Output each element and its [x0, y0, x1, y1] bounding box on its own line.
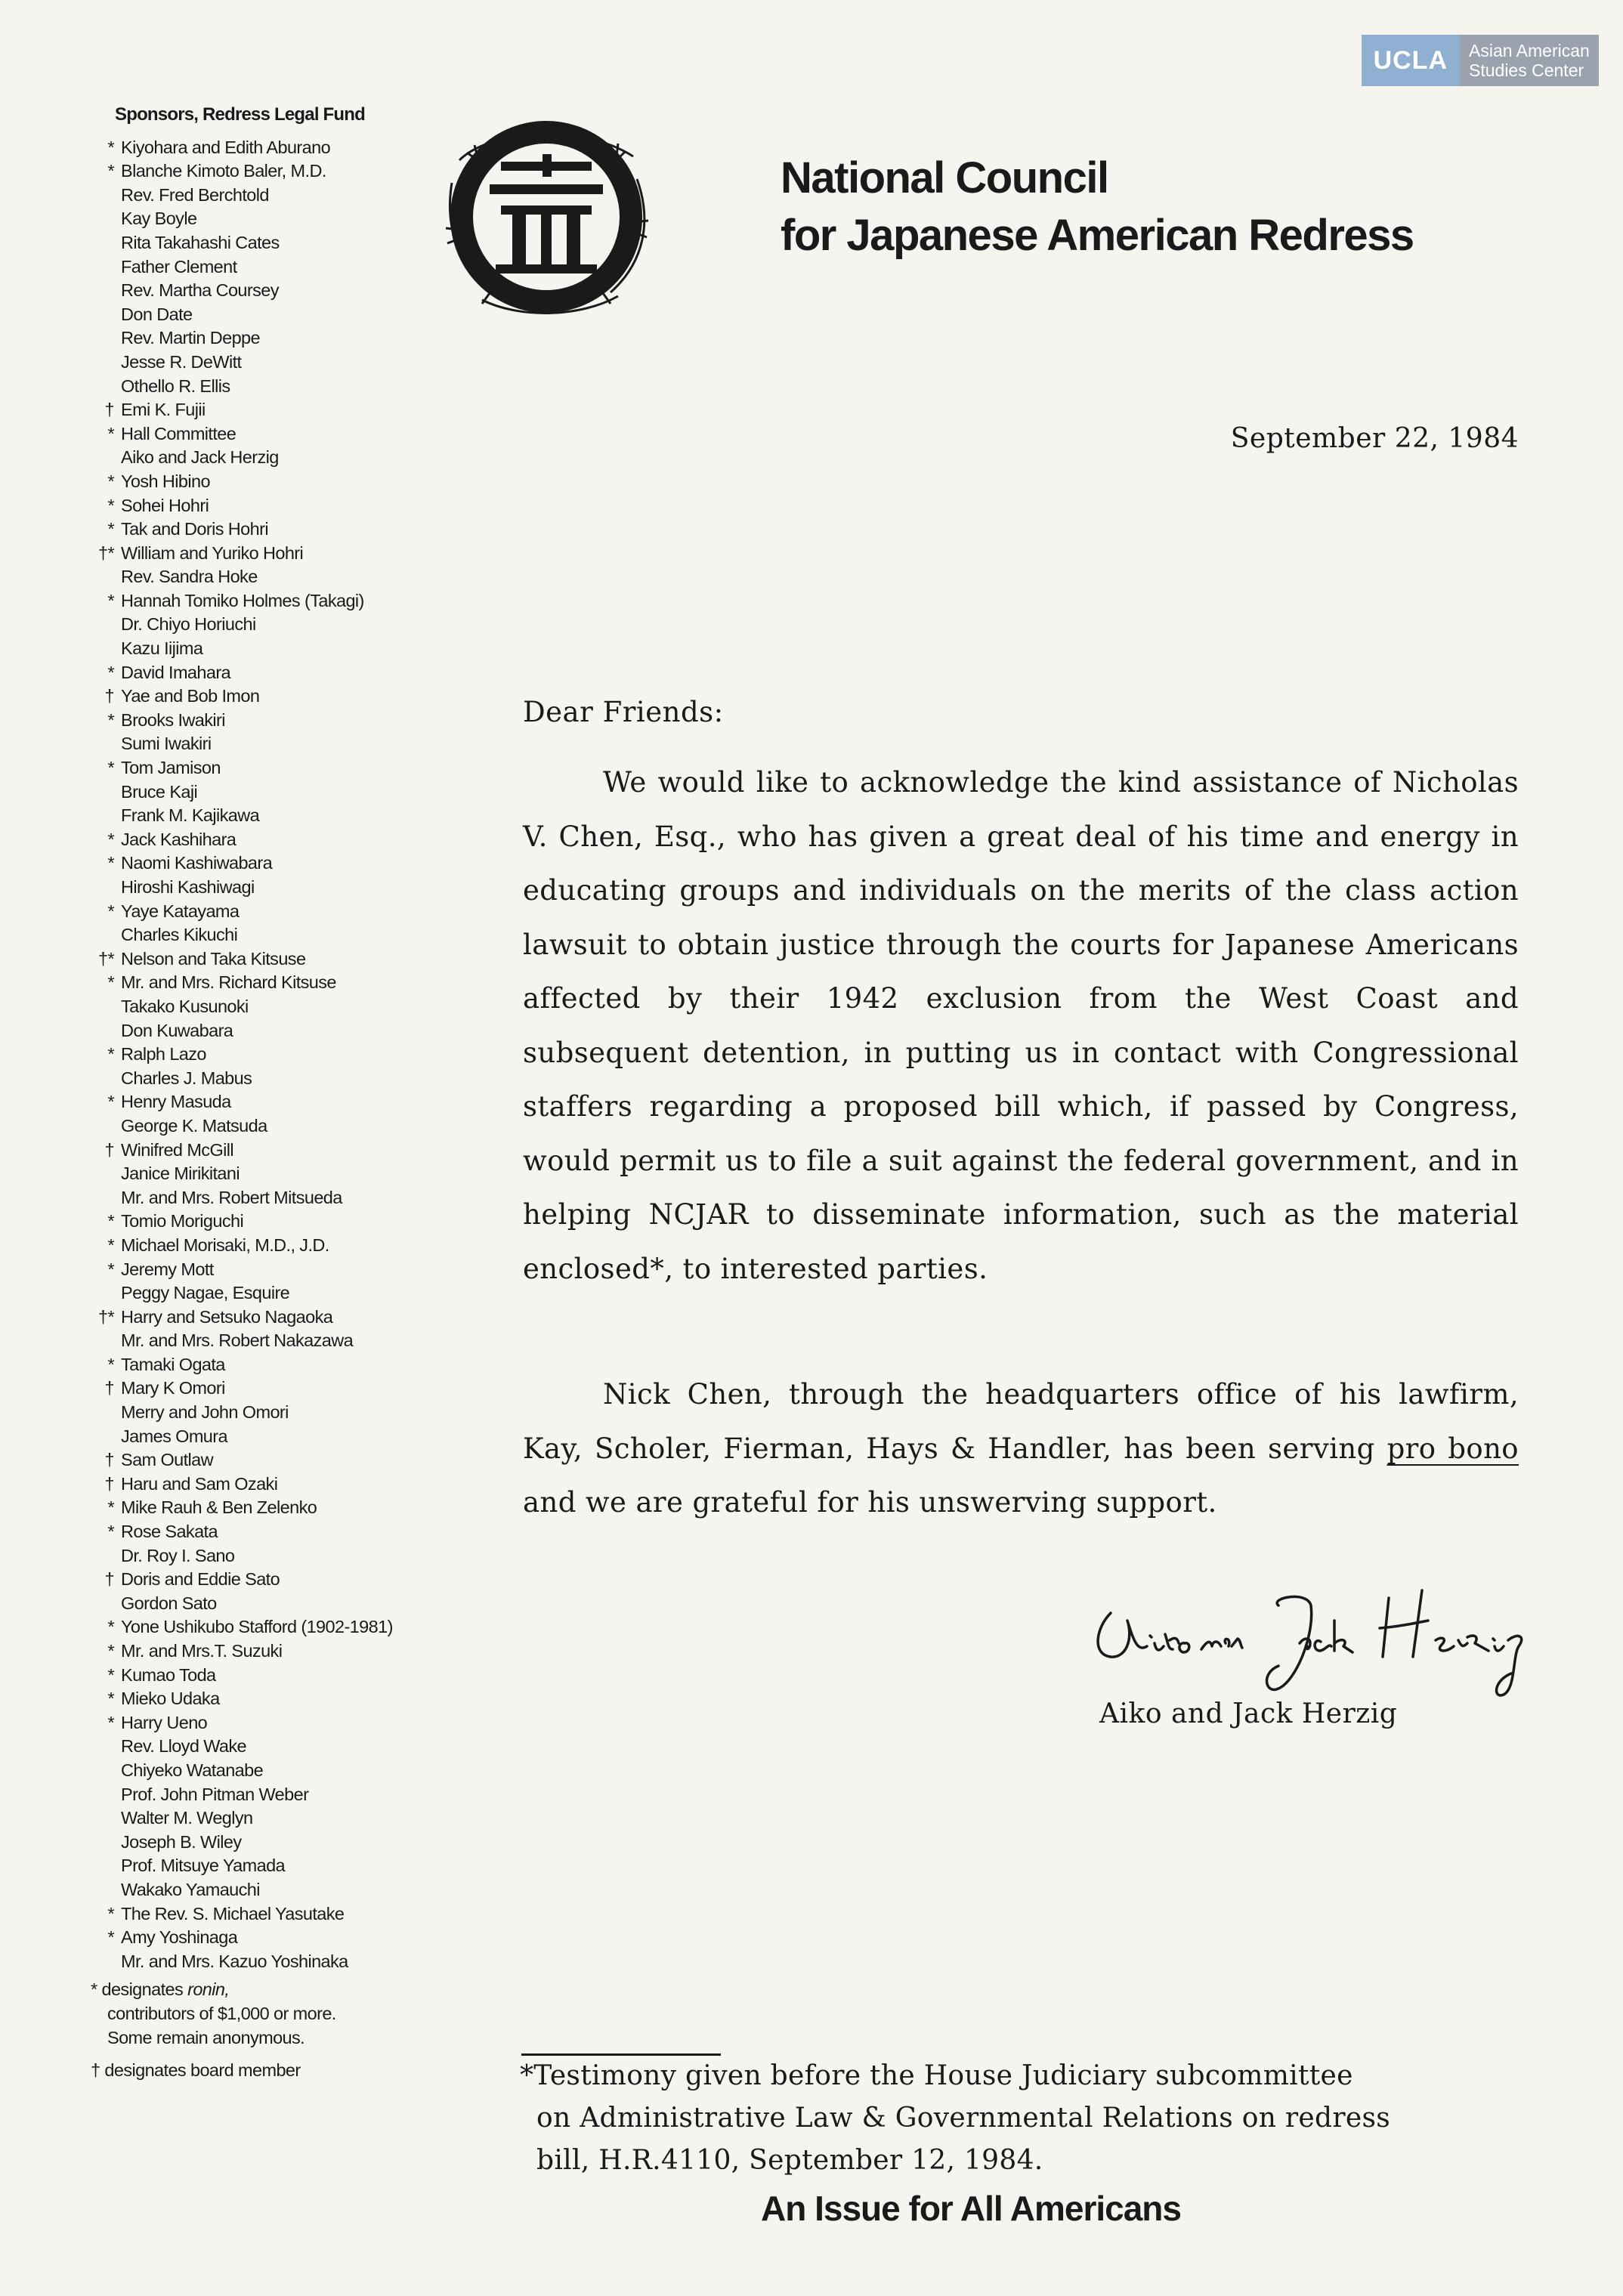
sponsor-row	[91, 1377, 423, 1401]
sponsor-mark: †*	[97, 1306, 114, 1327]
sponsor-row	[91, 1735, 423, 1759]
sponsor-mark: *	[107, 1927, 114, 1948]
sponsor-mark: *	[107, 590, 114, 610]
sponsor-name: Rev. Lloyd Wake	[121, 1736, 247, 1757]
sponsor-row	[91, 995, 423, 1019]
sponsor-row	[91, 1067, 423, 1091]
footnote-line1: *Testimony given before the House Judiciary subcommittee	[520, 2060, 1353, 2091]
sponsor-row	[91, 947, 423, 972]
sponsor-name: Rev. Sandra Hoke	[121, 567, 258, 587]
sponsor-mark: *	[107, 1712, 114, 1732]
sponsor-row	[91, 1759, 423, 1783]
sponsor-row	[91, 1234, 423, 1258]
badge-line2: Studies Center	[1469, 60, 1584, 80]
sponsor-mark: *	[107, 1235, 114, 1255]
sponsor-mark	[91, 1401, 121, 1425]
sponsor-row	[91, 1281, 423, 1306]
sponsor-name: Jesse R. DeWitt	[121, 351, 242, 372]
sponsor-mark	[91, 1783, 121, 1807]
sponsor-name: David Imahara	[121, 662, 231, 682]
sponsor-name: Rev. Fred Berchtold	[121, 184, 269, 205]
sponsor-name: Rita Takahashi Cates	[121, 232, 280, 252]
sponsor-mark: †*	[97, 542, 114, 563]
sponsor-row	[91, 136, 423, 160]
sponsor-mark	[91, 351, 121, 375]
sponsor-mark: *	[107, 495, 114, 515]
sponsor-row	[91, 1902, 423, 1927]
sponsor-mark	[91, 780, 121, 805]
sponsor-mark: †*	[97, 948, 114, 969]
footnote	[520, 2055, 1502, 2182]
sponsor-mark: *	[107, 1044, 114, 1065]
sponsor-row	[91, 1425, 423, 1449]
sponsor-mark: *	[107, 1903, 114, 1924]
sponsor-name: Prof. Mitsuye Yamada	[121, 1856, 286, 1876]
sponsor-name: James Omura	[121, 1426, 227, 1446]
sponsor-row	[91, 1090, 423, 1114]
org-line1: National Council	[781, 153, 1108, 202]
sponsor-mark: †	[104, 1378, 114, 1398]
sponsor-mark	[91, 1067, 121, 1091]
letter-date: September 22, 1984	[1230, 423, 1519, 454]
sponsor-row	[91, 1306, 423, 1330]
tagline: An Issue for All Americans	[761, 2189, 1181, 2228]
sponsor-row	[91, 1687, 423, 1711]
sponsor-name: Yae and Bob Imon	[121, 686, 260, 706]
sponsor-mark	[91, 637, 121, 661]
badge-ucla: UCLA	[1362, 35, 1460, 86]
sponsor-name: Hiroshi Kashiwagi	[121, 877, 255, 897]
sponsor-row	[91, 589, 423, 613]
sponsor-row	[91, 231, 423, 255]
sponsor-name: Sohei Hohri	[121, 495, 209, 515]
sponsor-name: Harry and Setsuko Nagaoka	[121, 1306, 333, 1327]
sponsor-name: Michael Morisaki, M.D., J.D.	[121, 1235, 329, 1255]
sponsor-name: Merry and John Omori	[121, 1402, 289, 1423]
sponsor-mark: *	[107, 1211, 114, 1231]
sponsor-name: Harry Ueno	[121, 1712, 208, 1732]
sponsor-row	[91, 1139, 423, 1163]
sponsor-row	[91, 422, 423, 447]
sponsor-row	[91, 1664, 423, 1688]
sponsor-name: Rev. Martha Coursey	[121, 280, 279, 301]
sponsor-row	[91, 279, 423, 303]
sponsor-name: Peggy Nagae, Esquire	[121, 1283, 290, 1303]
sponsor-mark: *	[107, 1664, 114, 1685]
sponsor-name: Henry Masuda	[121, 1092, 231, 1112]
sponsor-mark	[91, 1592, 121, 1616]
sponsor-row	[91, 732, 423, 756]
sponsor-row	[91, 1806, 423, 1831]
sponsor-row	[91, 1783, 423, 1807]
sponsor-mark	[91, 1806, 121, 1831]
sponsor-row	[91, 1831, 423, 1855]
sponsor-row	[91, 1639, 423, 1664]
sponsor-row	[91, 971, 423, 995]
sponsor-mark: †	[104, 1569, 114, 1590]
sponsor-row	[91, 1878, 423, 1902]
sponsor-name: Tom Jamison	[121, 758, 221, 778]
sponsor-name: Winifred McGill	[121, 1139, 233, 1160]
sponsor-row	[91, 923, 423, 947]
note-ronin-line3: Some remain anonymous.	[107, 2027, 305, 2047]
sponsor-mark: *	[107, 1641, 114, 1661]
sponsor-mark	[91, 207, 121, 231]
sponsor-row	[91, 494, 423, 518]
sponsor-mark: *	[107, 1617, 114, 1637]
signer-name: Aiko and Jack Herzig	[1099, 1698, 1398, 1729]
org-name	[781, 150, 1414, 264]
sponsor-mark: *	[107, 1497, 114, 1518]
salutation: Dear Friends:	[523, 696, 724, 728]
sponsor-name: Dr. Chiyo Horiuchi	[121, 614, 256, 635]
sponsor-mark: *	[107, 423, 114, 443]
sponsor-row	[91, 326, 423, 351]
sponsor-row	[91, 1401, 423, 1425]
sponsor-row	[91, 1592, 423, 1616]
sponsor-row	[91, 518, 423, 542]
sponsor-row	[91, 398, 423, 422]
sponsor-mark: *	[107, 901, 114, 921]
sponsor-mark	[91, 804, 121, 828]
sponsor-row	[91, 756, 423, 780]
ucla-badge	[1362, 35, 1599, 86]
sponsor-mark: *	[107, 758, 114, 778]
sponsor-row	[91, 661, 423, 685]
badge-line1: Asian American	[1469, 41, 1590, 60]
sponsor-row	[91, 1210, 423, 1234]
sponsor-row	[91, 1711, 423, 1735]
note-ronin-line1	[91, 1978, 423, 2002]
sponsor-row	[91, 159, 423, 184]
note-ronin-prefix: * designates	[91, 1979, 184, 2000]
sponsor-name: Tomio Moriguchi	[121, 1211, 244, 1231]
sponsor-name: Rose Sakata	[121, 1522, 218, 1542]
footnote-line2: on Administrative Law & Governmental Relations on redress	[536, 2103, 1391, 2134]
sponsor-row	[91, 1496, 423, 1520]
sponsor-name: Don Date	[121, 304, 193, 324]
sponsor-mark: *	[107, 853, 114, 873]
sponsor-row	[91, 470, 423, 494]
sponsor-mark	[91, 446, 121, 470]
sponsor-mark: *	[107, 829, 114, 849]
sponsor-row	[91, 1472, 423, 1497]
sponsor-mark	[91, 1878, 121, 1902]
sponsor-row	[91, 446, 423, 470]
paragraph-2-after: and we are grateful for his unswerving support.	[523, 1486, 1217, 1519]
sponsors-column	[91, 103, 423, 2083]
sponsor-row	[91, 1615, 423, 1639]
sponsor-name: Chiyeko Watanabe	[121, 1760, 264, 1780]
sponsor-row	[91, 1854, 423, 1878]
sponsor-row	[91, 804, 423, 828]
sponsors-title: Sponsors, Redress Legal Fund	[115, 104, 366, 125]
sponsor-row	[91, 565, 423, 589]
sponsor-row	[91, 542, 423, 566]
sponsor-row	[91, 1329, 423, 1353]
note-ronin-term: ronin,	[187, 1979, 230, 2000]
sponsor-mark: *	[107, 1092, 114, 1112]
sponsor-name: Jack Kashihara	[121, 829, 236, 849]
sponsor-mark: *	[107, 1689, 114, 1709]
sponsor-row	[91, 876, 423, 900]
sponsor-name: Yosh Hibino	[121, 471, 210, 491]
sponsor-name: Naomi Kashiwabara	[121, 853, 273, 873]
sponsor-name: Blanche Kimoto Baler, M.D.	[121, 161, 326, 181]
sponsor-mark	[91, 231, 121, 255]
sponsor-name: Jeremy Mott	[121, 1259, 214, 1279]
sponsor-row	[91, 709, 423, 733]
sponsor-row	[91, 1926, 423, 1950]
sponsor-name: Tak and Doris Hohri	[121, 519, 268, 539]
ncjar-logo	[429, 115, 663, 319]
sponsor-name: Nelson and Taka Kitsuse	[121, 948, 306, 969]
sponsor-mark	[91, 1162, 121, 1186]
sponsor-name: Kay Boyle	[121, 209, 197, 229]
sponsor-name: Rev. Martin Deppe	[121, 328, 260, 348]
sponsor-mark: †	[104, 1450, 114, 1470]
sponsor-mark: *	[107, 137, 114, 157]
sponsor-name: Charles Kikuchi	[121, 925, 238, 945]
paragraph-2-before: Nick Chen, through the headquarters office of his lawfirm, Kay, Scholer, Fierman, Hays & Handler, has been serving	[523, 1378, 1519, 1465]
sponsor-row	[91, 613, 423, 637]
sponsor-name: Mr. and Mrs. Kazuo Yoshinaka	[121, 1951, 348, 1971]
sponsor-name: Dr. Roy I. Sano	[121, 1545, 235, 1565]
sponsor-name: Mieko Udaka	[121, 1689, 220, 1709]
sponsor-name: Charles J. Mabus	[121, 1068, 252, 1088]
sponsor-mark	[91, 1831, 121, 1855]
sponsor-mark	[91, 613, 121, 637]
sponsor-name: Hall Committee	[121, 423, 236, 443]
sponsor-name: Frank M. Kajikawa	[121, 805, 260, 826]
sponsor-name: Prof. John Pitman Weber	[121, 1784, 309, 1804]
sponsor-list	[91, 136, 423, 1974]
sponsor-name: Haru and Sam Ozaki	[121, 1473, 278, 1494]
sponsor-name: Sam Outlaw	[121, 1450, 213, 1470]
sponsor-name: Mr. and Mrs. Robert Nakazawa	[121, 1330, 354, 1351]
sponsor-row	[91, 303, 423, 327]
sponsor-name: Tamaki Ogata	[121, 1354, 225, 1374]
sponsor-name: Kazu Iijima	[121, 638, 203, 659]
sponsor-name: Mary K Omori	[121, 1378, 225, 1398]
sponsor-mark	[91, 255, 121, 280]
sponsor-name: Bruce Kaji	[121, 781, 198, 802]
sponsor-row	[91, 1448, 423, 1472]
sponsor-row	[91, 351, 423, 375]
sponsor-mark	[91, 326, 121, 351]
sponsor-row	[91, 1114, 423, 1139]
sponsor-mark	[91, 1186, 121, 1210]
sponsor-name: Gordon Sato	[121, 1593, 217, 1613]
sponsor-mark: †	[104, 686, 114, 706]
sponsor-row	[91, 851, 423, 876]
sponsor-row	[91, 1950, 423, 1974]
sponsor-row	[91, 1258, 423, 1282]
paragraph-1: We would like to acknowledge the kind assistance of Nicholas V. Chen, Esq., who has given a great deal of his time and energy in educating groups and individuals on the merits of the class action lawsuit to obtain justice through the courts for Japanese Americans affected by their 1942 exclusion from the West Coast and subsequent detention, in putting us in contact with Congressional staffers regarding a proposed bill which, if passed by Congress, would permit us to file a suit against the federal government, and in helping NCJAR to disseminate information, such as the material enclosed*, to interested parties.	[523, 766, 1519, 1285]
sponsor-row	[91, 1019, 423, 1043]
sponsor-name: Don Kuwabara	[121, 1020, 233, 1040]
sponsor-name: Brooks Iwakiri	[121, 709, 225, 730]
sponsor-name: Sumi Iwakiri	[121, 734, 212, 754]
sponsor-mark: †	[104, 1139, 114, 1160]
sponsor-mark: *	[107, 1354, 114, 1374]
sponsor-row	[91, 1544, 423, 1568]
sponsor-name: The Rev. S. Michael Yasutake	[121, 1903, 345, 1924]
sponsor-name: Yaye Katayama	[121, 901, 240, 921]
sponsor-mark: *	[107, 709, 114, 730]
sponsor-row	[91, 684, 423, 709]
sponsor-mark	[91, 1759, 121, 1783]
sponsor-name: Walter M. Weglyn	[121, 1808, 253, 1828]
sponsor-mark	[91, 1544, 121, 1568]
note-board: † designates board member	[91, 2060, 301, 2081]
sponsor-mark: *	[107, 471, 114, 491]
sponsor-mark	[91, 876, 121, 900]
sponsor-name: George K. Matsuda	[121, 1115, 267, 1136]
sponsor-row	[91, 1353, 423, 1377]
sponsor-mark	[91, 1281, 121, 1306]
sponsor-mark	[91, 565, 121, 589]
sponsor-mark: †	[104, 400, 114, 420]
sponsor-mark	[91, 732, 121, 756]
org-line2: for Japanese American Redress	[781, 211, 1414, 260]
sponsor-mark: *	[107, 972, 114, 993]
sponsor-mark	[91, 1950, 121, 1974]
sponsor-name: Hannah Tomiko Holmes (Takagi)	[121, 590, 364, 610]
sponsor-mark: *	[107, 662, 114, 682]
sponsor-mark	[91, 1425, 121, 1449]
sponsor-row	[91, 255, 423, 280]
sponsor-name: Doris and Eddie Sato	[121, 1569, 280, 1590]
sponsor-row	[91, 184, 423, 208]
handwritten-signature	[1080, 1568, 1564, 1704]
sponsor-name: Ralph Lazo	[121, 1044, 206, 1065]
sponsor-mark	[91, 1854, 121, 1878]
sponsor-name: Kumao Toda	[121, 1664, 216, 1685]
sponsor-mark: †	[104, 1473, 114, 1494]
footnote-line3: bill, H.R.4110, September 12, 1984.	[536, 2145, 1043, 2176]
sponsor-name: Emi K. Fujii	[121, 400, 206, 420]
sponsor-mark	[91, 923, 121, 947]
sponsor-name: Othello R. Ellis	[121, 375, 230, 396]
sponsor-name: Mr. and Mrs.T. Suzuki	[121, 1641, 283, 1661]
sponsor-mark	[91, 1019, 121, 1043]
sponsor-name: Takako Kusunoki	[121, 996, 249, 1016]
sponsor-row	[91, 1162, 423, 1186]
sponsor-mark: *	[107, 519, 114, 539]
sponsor-row	[91, 1186, 423, 1210]
pro-bono-emphasis: pro bono	[1387, 1432, 1519, 1465]
sponsor-row	[91, 375, 423, 399]
sponsor-row	[91, 1043, 423, 1067]
sponsor-name: William and Yuriko Hohri	[121, 542, 304, 563]
sponsor-row	[91, 1568, 423, 1592]
note-ronin	[91, 1978, 423, 2050]
sponsor-mark: *	[107, 161, 114, 181]
sponsor-mark: *	[107, 1522, 114, 1542]
sponsor-mark	[91, 1735, 121, 1759]
sponsor-mark	[91, 303, 121, 327]
sponsor-mark	[91, 184, 121, 208]
sponsor-row	[91, 828, 423, 852]
sponsor-row	[91, 207, 423, 231]
sponsor-mark	[91, 375, 121, 399]
sponsor-row	[91, 1520, 423, 1544]
sponsor-name: Joseph B. Wiley	[121, 1831, 242, 1852]
sponsor-name: Yone Ushikubo Stafford (1902-1981)	[121, 1617, 393, 1637]
sponsor-mark: *	[107, 1259, 114, 1279]
sponsor-row	[91, 637, 423, 661]
sponsor-row	[91, 900, 423, 924]
sponsor-mark	[91, 1329, 121, 1353]
sponsor-row	[91, 780, 423, 805]
sponsor-mark	[91, 279, 121, 303]
badge-center-name	[1460, 35, 1599, 86]
sponsor-name: Mr. and Mrs. Robert Mitsueda	[121, 1187, 342, 1207]
sponsor-name: Janice Mirikitani	[121, 1163, 240, 1184]
sponsor-name: Wakako Yamauchi	[121, 1879, 260, 1899]
sponsor-mark	[91, 1114, 121, 1139]
paragraph-2	[523, 1367, 1519, 1530]
sponsor-name: Father Clement	[121, 256, 237, 277]
sponsor-name: Mike Rauh & Ben Zelenko	[121, 1497, 317, 1518]
sponsor-name: Kiyohara and Edith Aburano	[121, 137, 331, 157]
note-ronin-line2: contributors of $1,000 or more.	[107, 2003, 336, 2023]
sponsor-name: Amy Yoshinaga	[121, 1927, 238, 1948]
sponsor-name: Mr. and Mrs. Richard Kitsuse	[121, 972, 336, 993]
sponsor-name: Aiko and Jack Herzig	[121, 447, 279, 468]
sponsor-mark	[91, 995, 121, 1019]
